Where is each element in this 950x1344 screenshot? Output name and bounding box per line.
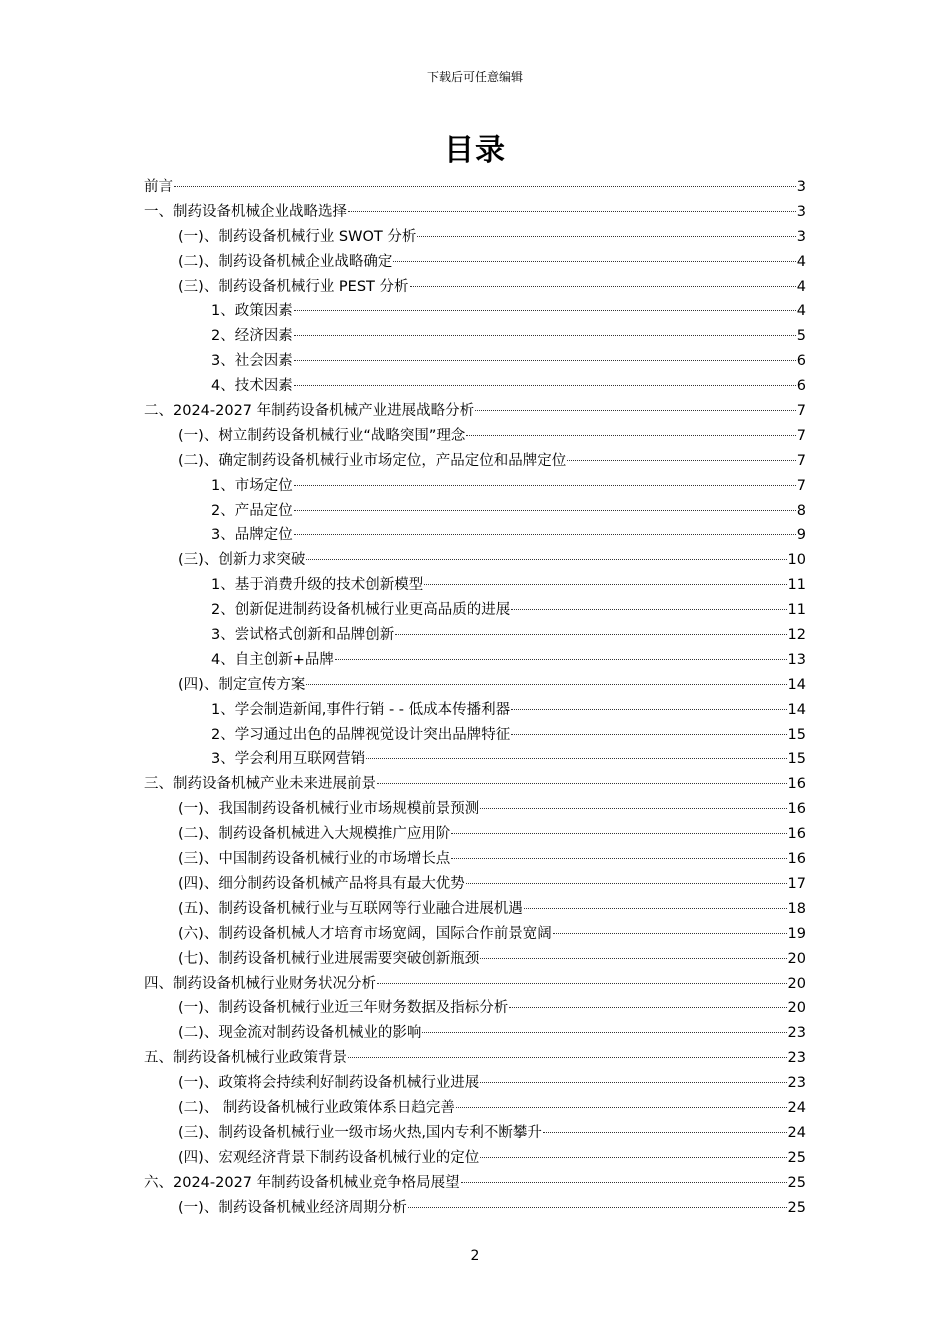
toc-entry-title: 4、技术因素 [211,378,293,395]
toc-entry-title: 1、市场定位 [211,477,293,494]
toc-entry-page: 16 [787,801,806,818]
page-header: 下载后可任意编辑 [426,70,523,84]
toc-entry[interactable] [144,972,806,997]
toc-dot-leader [466,434,795,436]
toc-entry-title: (二)、制药设备机械进入大规模推广应用阶 [178,826,451,843]
toc-entry[interactable] [144,573,806,598]
toc-entry[interactable] [144,349,806,374]
toc-entry[interactable] [144,872,806,897]
toc-entry-page: 23 [787,1075,806,1092]
toc-dot-leader [511,608,786,610]
toc-entry-title: (二)、制药设备机械企业战略确定 [178,253,393,270]
toc-entry-page: 16 [787,851,806,868]
toc-dot-leader [294,509,796,511]
page-title: 目录 [444,133,506,168]
toc-entry-page: 4 [796,278,806,295]
toc-dot-leader [174,185,796,187]
toc-dot-leader [475,409,796,411]
toc-entry-title: (一)、我国制药设备机械行业市场规模前景预测 [178,801,480,818]
toc-entry-title: (四)、宏观经济背景下制药设备机械行业的定位 [178,1149,480,1166]
toc-entry[interactable] [144,847,806,872]
toc-entry-page: 17 [787,875,806,892]
toc-dot-leader [524,907,787,909]
toc-entry-page: 12 [787,627,806,644]
toc-entry[interactable] [144,1196,806,1221]
toc-entry[interactable] [144,947,806,972]
toc-dot-leader [377,982,787,984]
toc-entry-page: 11 [787,602,806,619]
toc-entry-page: 3 [796,203,806,220]
toc-entry-title: 1、政策因素 [211,303,293,320]
toc-entry-page: 7 [796,477,806,494]
toc-dot-leader [466,882,787,884]
toc-entry-title: (四)、制定宣传方案 [178,676,306,693]
toc-entry[interactable] [144,299,806,324]
toc-entry-page: 20 [787,975,806,992]
toc-entry-page: 23 [787,1050,806,1067]
toc-entry[interactable] [144,324,806,349]
toc-entry-page: 3 [796,179,806,195]
toc-entry-page: 19 [787,925,806,942]
toc-dot-leader [543,1131,787,1133]
toc-entry[interactable] [144,200,806,225]
toc-entry-page: 14 [787,676,806,693]
toc-entry-title: (一)、制药设备机械业经济周期分析 [178,1199,407,1216]
toc-entry[interactable] [144,1171,806,1196]
toc-dot-leader [348,1056,787,1058]
toc-entry-title: 3、社会因素 [211,353,293,370]
toc-dot-leader [553,932,787,934]
toc-dot-leader [480,1156,786,1158]
toc-entry[interactable] [144,1071,806,1096]
toc-dot-leader [511,733,786,735]
toc-entry[interactable] [144,225,806,250]
toc-entry-title: 六、2024-2027 年制药设备机械业竞争格局展望 [144,1174,460,1191]
toc-entry[interactable] [144,772,806,797]
toc-entry-page: 5 [796,328,806,345]
toc-entry-page: 14 [787,701,806,718]
toc-entry-title: (二)、 制药设备机械行业政策体系日趋完善 [178,1099,455,1116]
toc-dot-leader [480,807,786,809]
toc-entry-page: 13 [787,651,806,668]
toc-dot-leader [567,459,795,461]
toc-entry[interactable] [144,623,806,648]
page-number: 2 [470,1248,480,1264]
toc-entry-page: 4 [796,303,806,320]
toc-dot-leader [424,583,786,585]
toc-dot-leader [306,558,786,560]
toc-dot-leader [306,683,786,685]
toc-entry[interactable] [144,523,806,548]
toc-entry-title: (二)、现金流对制药设备机械业的影响 [178,1025,422,1042]
toc-entry[interactable] [144,648,806,673]
toc-entry-title: 3、品牌定位 [211,527,293,544]
toc-entry[interactable] [144,449,806,474]
toc-entry-page: 23 [787,1025,806,1042]
toc-entry-page: 10 [787,552,806,569]
toc-entry-title: (三)、制药设备机械行业 PEST 分析 [178,278,409,295]
toc-entry-page: 4 [796,253,806,270]
toc-entry[interactable] [144,922,806,947]
toc-entry-title: (五)、制药设备机械行业与互联网等行业融合进展机遇 [178,900,523,917]
toc-dot-leader [335,658,787,660]
toc-entry-title: 五、制药设备机械行业政策背景 [144,1050,347,1067]
toc-entry-page: 8 [796,502,806,519]
table-of-contents [144,175,806,1220]
toc-entry-page: 16 [787,776,806,793]
toc-entry-title: 三、制药设备机械产业未来进展前景 [144,776,376,793]
toc-entry[interactable] [144,1046,806,1071]
toc-entry-title: (一)、制药设备机械行业 SWOT 分析 [178,228,417,245]
toc-entry-page: 7 [796,452,806,469]
toc-entry-page: 24 [787,1099,806,1116]
toc-entry-title: (一)、树立制药设备机械行业“战略突围”理念 [178,427,466,444]
toc-entry[interactable] [144,275,806,300]
toc-entry-title: (四)、细分制药设备机械产品将具有最大优势 [178,875,465,892]
toc-dot-leader [294,334,796,336]
toc-entry[interactable] [144,1121,806,1146]
toc-dot-leader [366,757,786,759]
toc-entry[interactable] [144,723,806,748]
toc-entry-page: 7 [796,403,806,420]
toc-entry[interactable] [144,499,806,524]
toc-dot-leader [294,359,796,361]
toc-dot-leader [451,857,786,859]
toc-entry-title: 前言 [144,179,173,195]
toc-entry[interactable] [144,598,806,623]
toc-entry-page: 20 [787,1000,806,1017]
toc-dot-leader [451,832,786,834]
toc-entry-title: 4、自主创新+品牌 [211,651,334,668]
toc-entry-page: 15 [787,751,806,768]
toc-dot-leader [511,708,786,710]
toc-entry-title: 3、学会利用互联网营销 [211,751,366,768]
toc-entry-title: 二、2024-2027 年制药设备机械产业进展战略分析 [144,403,475,420]
toc-dot-leader [422,1031,786,1033]
toc-entry[interactable] [144,698,806,723]
toc-dot-leader [377,782,787,784]
toc-entry[interactable] [144,1096,806,1121]
toc-entry-page: 6 [796,378,806,395]
toc-entry[interactable] [144,747,806,772]
toc-dot-leader [417,235,795,237]
toc-entry-title: 2、学习通过出色的品牌视觉设计突出品牌特征 [211,726,511,743]
toc-entry[interactable] [144,673,806,698]
toc-entry[interactable] [144,996,806,1021]
toc-dot-leader [480,1081,786,1083]
toc-entry-page: 9 [796,527,806,544]
toc-entry[interactable] [144,548,806,573]
toc-entry-title: 2、产品定位 [211,502,293,519]
toc-dot-leader [461,1181,787,1183]
toc-entry-title: (一)、政策将会持续利好制药设备机械行业进展 [178,1075,480,1092]
toc-dot-leader [410,285,796,287]
toc-dot-leader [294,484,796,486]
toc-dot-leader [294,533,796,535]
toc-dot-leader [509,1006,786,1008]
toc-dot-leader [294,384,796,386]
toc-entry[interactable] [144,424,806,449]
toc-entry-title: 1、基于消费升级的技术创新模型 [211,577,424,594]
toc-entry[interactable] [144,474,806,499]
toc-entry-title: (一)、制药设备机械行业近三年财务数据及指标分析 [178,1000,509,1017]
toc-entry-page: 25 [787,1149,806,1166]
toc-entry-title: (七)、制药设备机械行业进展需要突破创新瓶颈 [178,950,480,967]
toc-dot-leader [294,309,796,311]
toc-entry[interactable] [144,822,806,847]
toc-entry[interactable] [144,797,806,822]
toc-entry-title: 四、制药设备机械行业财务状况分析 [144,975,376,992]
toc-entry-page: 6 [796,353,806,370]
toc-dot-leader [408,1206,787,1208]
toc-entry-page: 20 [787,950,806,967]
toc-entry-title: 1、学会制造新闻,事件行销 - - 低成本传播利器 [211,701,511,718]
toc-entry-page: 15 [787,726,806,743]
toc-entry-title: (三)、中国制药设备机械行业的市场增长点 [178,851,451,868]
toc-entry[interactable] [144,897,806,922]
toc-entry[interactable] [144,1021,806,1046]
toc-entry-title: (六)、制药设备机械人才培育市场宽阔，国际合作前景宽阔 [178,925,552,942]
toc-dot-leader [348,210,796,212]
toc-entry-title: 一、制药设备机械企业战略选择 [144,203,347,220]
toc-entry[interactable] [144,175,806,200]
toc-entry-page: 11 [787,577,806,594]
toc-entry-page: 7 [796,427,806,444]
toc-dot-leader [395,633,786,635]
toc-entry-title: (二)、确定制药设备机械行业市场定位，产品定位和品牌定位 [178,452,567,469]
toc-dot-leader [456,1106,787,1108]
toc-entry-page: 16 [787,826,806,843]
toc-entry[interactable] [144,374,806,399]
toc-entry-title: (三)、制药设备机械行业一级市场火热,国内专利不断攀升 [178,1124,542,1141]
toc-entry[interactable] [144,399,806,424]
toc-entry-page: 3 [796,228,806,245]
toc-entry[interactable] [144,1146,806,1171]
toc-dot-leader [480,957,786,959]
toc-entry-page: 18 [787,900,806,917]
toc-entry-page: 25 [787,1174,806,1191]
toc-dot-leader [393,260,795,262]
toc-entry-title: (三)、创新力求突破 [178,552,306,569]
toc-entry-page: 25 [787,1199,806,1216]
toc-entry[interactable] [144,250,806,275]
toc-entry-page: 24 [787,1124,806,1141]
toc-entry-title: 2、经济因素 [211,328,293,345]
toc-entry-title: 3、尝试格式创新和品牌创新 [211,627,395,644]
toc-entry-title: 2、创新促进制药设备机械行业更高品质的进展 [211,602,511,619]
